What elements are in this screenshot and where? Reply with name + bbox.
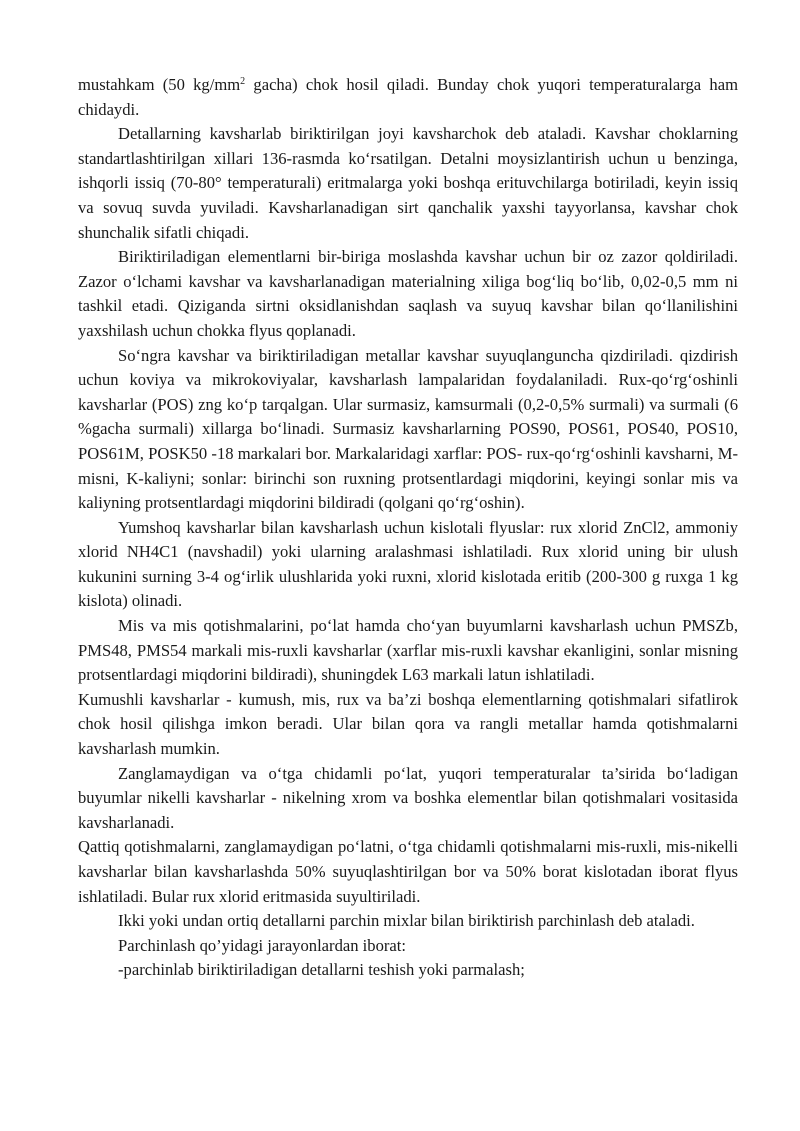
paragraph-5: Yumshoq kavsharlar bilan kavsharlash uchun kislotali flyuslar: rux xlorid ZnCl2, ammoniy xlorid NH4C1 (navshadil) yoki ularning aralashmasi ishlatiladi. Rux xlorid uning bir ulush kukunini surning 3-4 og‘irlik ulushlarida yoki ruxni, xlorid kislotada eritib (200-300 g ruxga 1 kg kislota) olinadi. — [78, 517, 738, 611]
paragraph-7: Kumushli kavsharlar - kumush, mis, rux va ba’zi boshqa elementlarning qotishmalari sifatlirok chok hosil qilishga imkon beradi. Ular bilan qora va rangli metallar hamda qotishmalarni kavsharlash mumkin. — [78, 689, 738, 759]
paragraph-6: Mis va mis qotishmalarini, po‘lat hamda cho‘yan buyumlarni kavsharlash uchun PMSZb, PMS48, PMS54 markali mis-ruxli kavsharlar (xarflar mis-ruxli kavshar ekanligini, sonlar misning protsentlardagi miqdorini bildiradi), shuningdek L63 markali latun ishlatiladi. — [78, 616, 738, 685]
paragraph-10: Ikki yoki undan ortiq detallarni parchin mixlar bilan biriktirish parchinlash deb ataladi. — [118, 911, 695, 931]
paragraph-1 — [78, 73, 738, 122]
paragraph-2: Detallarning kavsharlab biriktirilgan joyi kavsharchok deb ataladi. Kavshar choklarning standartlashtirilgan xillari 136-rasmda ko‘rsatilgan. Detalni moysizlantirish uchun u benzinga, ishqorli issiq (70-80° temperaturali) eritmalarga yoki boshqa erituvchilarga botiriladi, keyin issiq va sovuq suvda yuviladi. Kavsharlanadigan sirt qanchalik yaxshi tayyorlansa, kavshar chok shunchalik sifatli chiqadi. — [78, 124, 738, 242]
superscript-2: 2 — [240, 76, 246, 87]
paragraph-1-text-b: gacha) chok hosil qiladi. Bunday chok yuqori temperaturalarga ham chidaydi. — [78, 75, 738, 119]
paragraph-1-text-a: mustahkam (50 kg/mm — [78, 75, 241, 94]
paragraph-8: Zanglamaydigan va o‘tga chidamli po‘lat, yuqori temperaturalar ta’sirida bo‘ladigan buyumlar nikelli kavsharlar - nikelning xrom va boshka elementlar bilan qotishmalari vositasida kavsharlanadi. — [78, 763, 738, 832]
paragraph-11: Parchinlash qo’yidagi jarayonlardan iborat: — [118, 935, 406, 955]
paragraph-4: So‘ngra kavshar va biriktiriladigan metallar kavshar suyuqlanguncha qizdiriladi. qizdirish uchun koviya va mikrokoviyalar, kavsharlash lampalaridan foydalaniladi. Rux-qo‘rg‘oshinli kavsharlar (POS) zng ko‘p tarqalgan. Ular surmasiz, kamsurmali (0,2-0,5% surmali) va surmali (6 %gacha surmali) xillarga bo‘linadi. Surmasiz kavsharlarning POS90, POS61, POS40, POS10, POS61M, POSK50 -18 markalari bor. Markalaridagi xarflar: POS- rux-qo‘rg‘oshinli kavsharni, M-misni, K-kaliyni; sonlar: birinchi son ruxning protsentlardagi miqdorini, keyingi sonlar mis va kaliyning protsentlardagi miqdorini bildiradi (qolgani qo‘rg‘oshin). — [78, 345, 738, 513]
paragraph-9: Qattiq qotishmalarni, zanglamaydigan po‘latni, o‘tga chidamli qotishmalarni mis-ruxli, mis-nikelli kavsharlar bilan kavsharlashda 50% suyuqlashtirilgan bor va 50% borat kislotadan iborat flyus ishlatiladi. Bular rux xlorid eritmasida suyultiriladi. — [78, 837, 738, 906]
list-item-1: -parchinlab biriktiriladigan detallarni teshish yoki parmalash; — [118, 960, 525, 980]
document-page — [78, 73, 738, 983]
paragraph-3: Biriktiriladigan elementlarni bir-biriga moslashda kavshar uchun bir oz zazor qoldiriladi. Zazor o‘lchami kavshar va kavsharlanadigan materialning xiliga bog‘liq bo‘lib, 0,02-0,5 mm ni tashkil etadi. Qiziganda sirtni oksidlanishdan saqlash va suyuq kavshar bilan qo‘llanilishini yaxshilash uchun chokka flyus qoplanadi. — [78, 247, 738, 340]
